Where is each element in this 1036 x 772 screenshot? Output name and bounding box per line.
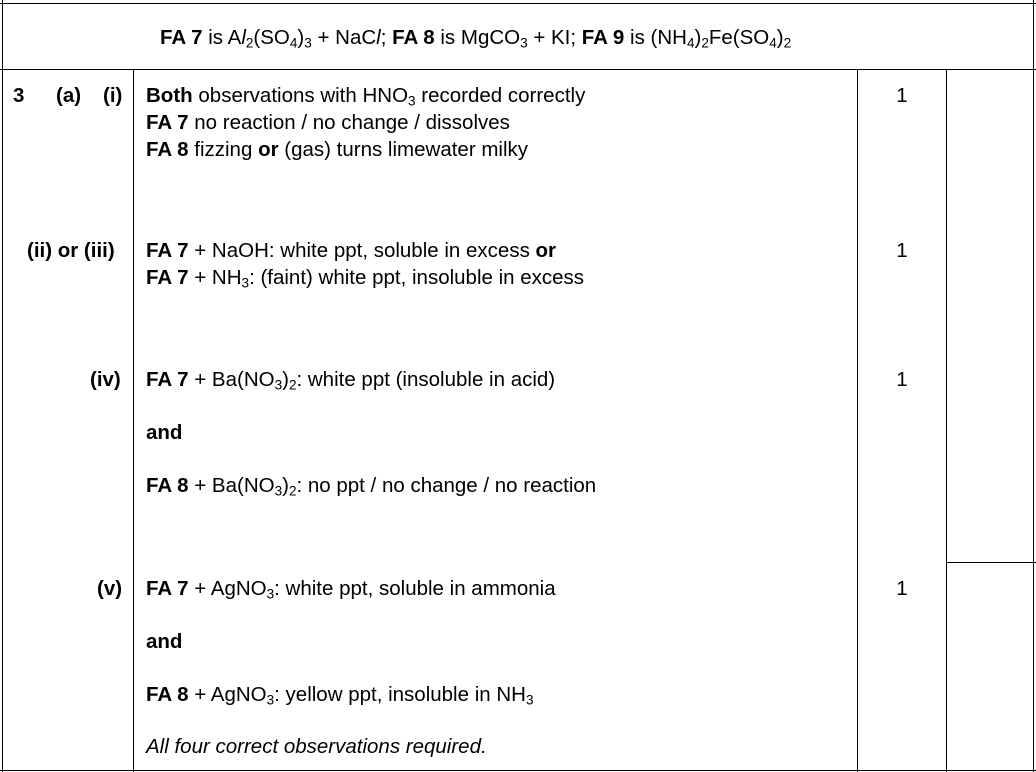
subpart-v: (v): [97, 577, 123, 600]
fa7-label: FA 7: [160, 26, 203, 49]
mark-iv: 1: [896, 368, 908, 391]
header-bottom-border: [0, 69, 1036, 70]
header-text: Fe(SO: [708, 26, 770, 49]
fa-label: FA 8: [146, 683, 189, 706]
header-text: l: [376, 26, 381, 49]
question-part: (a): [56, 84, 82, 107]
answer-iv-and: [146, 423, 182, 444]
fa-label: FA 7: [146, 368, 189, 391]
fa-label: FA 7: [146, 266, 189, 289]
header-text: ): [776, 26, 784, 49]
table-bottom-border: [0, 770, 1036, 771]
answer-text: recorded correctly: [421, 84, 586, 107]
answer-text: : white ppt, soluble in ammonia: [274, 577, 556, 600]
guidance-note: All four correct observations required.: [146, 735, 487, 758]
answer-text: + AgNO: [194, 577, 267, 600]
answer-text: ): [282, 368, 289, 391]
answer-text: : no ppt / no change / no reaction: [296, 474, 597, 497]
fa-label: FA 8: [146, 474, 189, 497]
subscript: 2: [288, 483, 297, 499]
answer-text: : white ppt (insoluble in acid): [296, 368, 556, 391]
answer-i-line2: [146, 113, 510, 134]
fa-label: FA 7: [146, 111, 189, 134]
answer-text: ): [282, 474, 289, 497]
row-divider: [946, 562, 1036, 563]
subscript: 3: [408, 93, 416, 109]
answer-i-line3: [146, 140, 528, 161]
fa9-label: FA 9: [581, 26, 625, 49]
header-text: is: [208, 26, 224, 49]
answer-v-note: [146, 737, 487, 758]
subpart-i: (i): [103, 84, 123, 107]
answer-v-and: [146, 632, 182, 653]
answer-i-line1: [146, 86, 585, 107]
subscript: 3: [274, 377, 283, 393]
bold-text: and: [146, 630, 183, 653]
answer-iv-line1: [146, 370, 555, 391]
question-number: 3: [13, 84, 25, 107]
answer-text: observations with HNO: [198, 84, 409, 107]
table-left-border: [2, 0, 3, 772]
header-text: (SO: [253, 26, 290, 49]
subscript: 4: [686, 35, 695, 51]
subscript: 2: [245, 35, 254, 51]
subscript: 3: [520, 35, 528, 51]
subscript: 3: [266, 692, 275, 708]
header-text: ): [297, 26, 305, 49]
column-divider-label: [133, 69, 134, 772]
answer-text: no reaction / no change / dissolves: [194, 111, 510, 134]
answer-v-line2: [146, 685, 534, 706]
table-top-border: [0, 3, 1036, 4]
answer-text: + Ba(NO: [194, 368, 275, 391]
answer-iv-line2: [146, 476, 596, 497]
subscript: 2: [701, 35, 709, 51]
subscript: 3: [241, 275, 250, 291]
subscript: 3: [266, 586, 275, 602]
answer-text: (gas) turns limewater milky: [284, 138, 529, 161]
column-divider-guidance: [946, 69, 947, 772]
bold-text: and: [146, 421, 183, 444]
subscript: 2: [288, 377, 297, 393]
fa8-label: FA 8: [392, 26, 435, 49]
header-formulas: [160, 28, 791, 49]
header-text: ): [694, 26, 702, 49]
header-text: A: [227, 26, 242, 49]
column-divider-mark: [857, 69, 858, 772]
subscript: 2: [783, 35, 792, 51]
mark-ii: 1: [896, 239, 908, 262]
fa-label: FA 7: [146, 577, 189, 600]
subscript: 3: [525, 692, 534, 708]
header-text: l: [241, 26, 246, 49]
answer-text: : yellow ppt, insoluble in NH: [274, 683, 526, 706]
header-text: + KI;: [533, 26, 577, 49]
answer-text: + Ba(NO: [194, 474, 275, 497]
answer-text: + NH: [194, 266, 242, 289]
answer-text: fizzing: [194, 138, 253, 161]
header-text: is MgCO: [440, 26, 521, 49]
header-text: + NaC: [317, 26, 377, 49]
answer-text: : (faint) white ppt, insoluble in excess: [249, 266, 585, 289]
bold-text: or: [258, 138, 279, 161]
header-text: ;: [380, 26, 387, 49]
header-text: is (NH: [630, 26, 687, 49]
table-right-border: [1033, 0, 1034, 772]
subscript: 4: [769, 35, 777, 51]
answer-text: + NaOH: white ppt, soluble in excess: [194, 239, 530, 262]
bold-text: or: [535, 239, 557, 262]
mark-v: 1: [896, 577, 908, 600]
subpart-iv: (iv): [90, 368, 121, 391]
fa-label: FA 8: [146, 138, 189, 161]
subscript: 3: [274, 483, 283, 499]
subscript: 3: [304, 35, 312, 51]
answer-ii-line2: [146, 268, 584, 289]
fa-label: FA 7: [146, 239, 189, 262]
answer-v-line1: [146, 579, 556, 600]
answer-text: + AgNO: [194, 683, 267, 706]
mark-i: 1: [896, 84, 908, 107]
subpart-ii-iii: (ii) or (iii): [27, 239, 115, 262]
bold-text: Both: [146, 84, 193, 107]
subscript: 4: [289, 35, 298, 51]
answer-ii-line1: [146, 241, 556, 262]
